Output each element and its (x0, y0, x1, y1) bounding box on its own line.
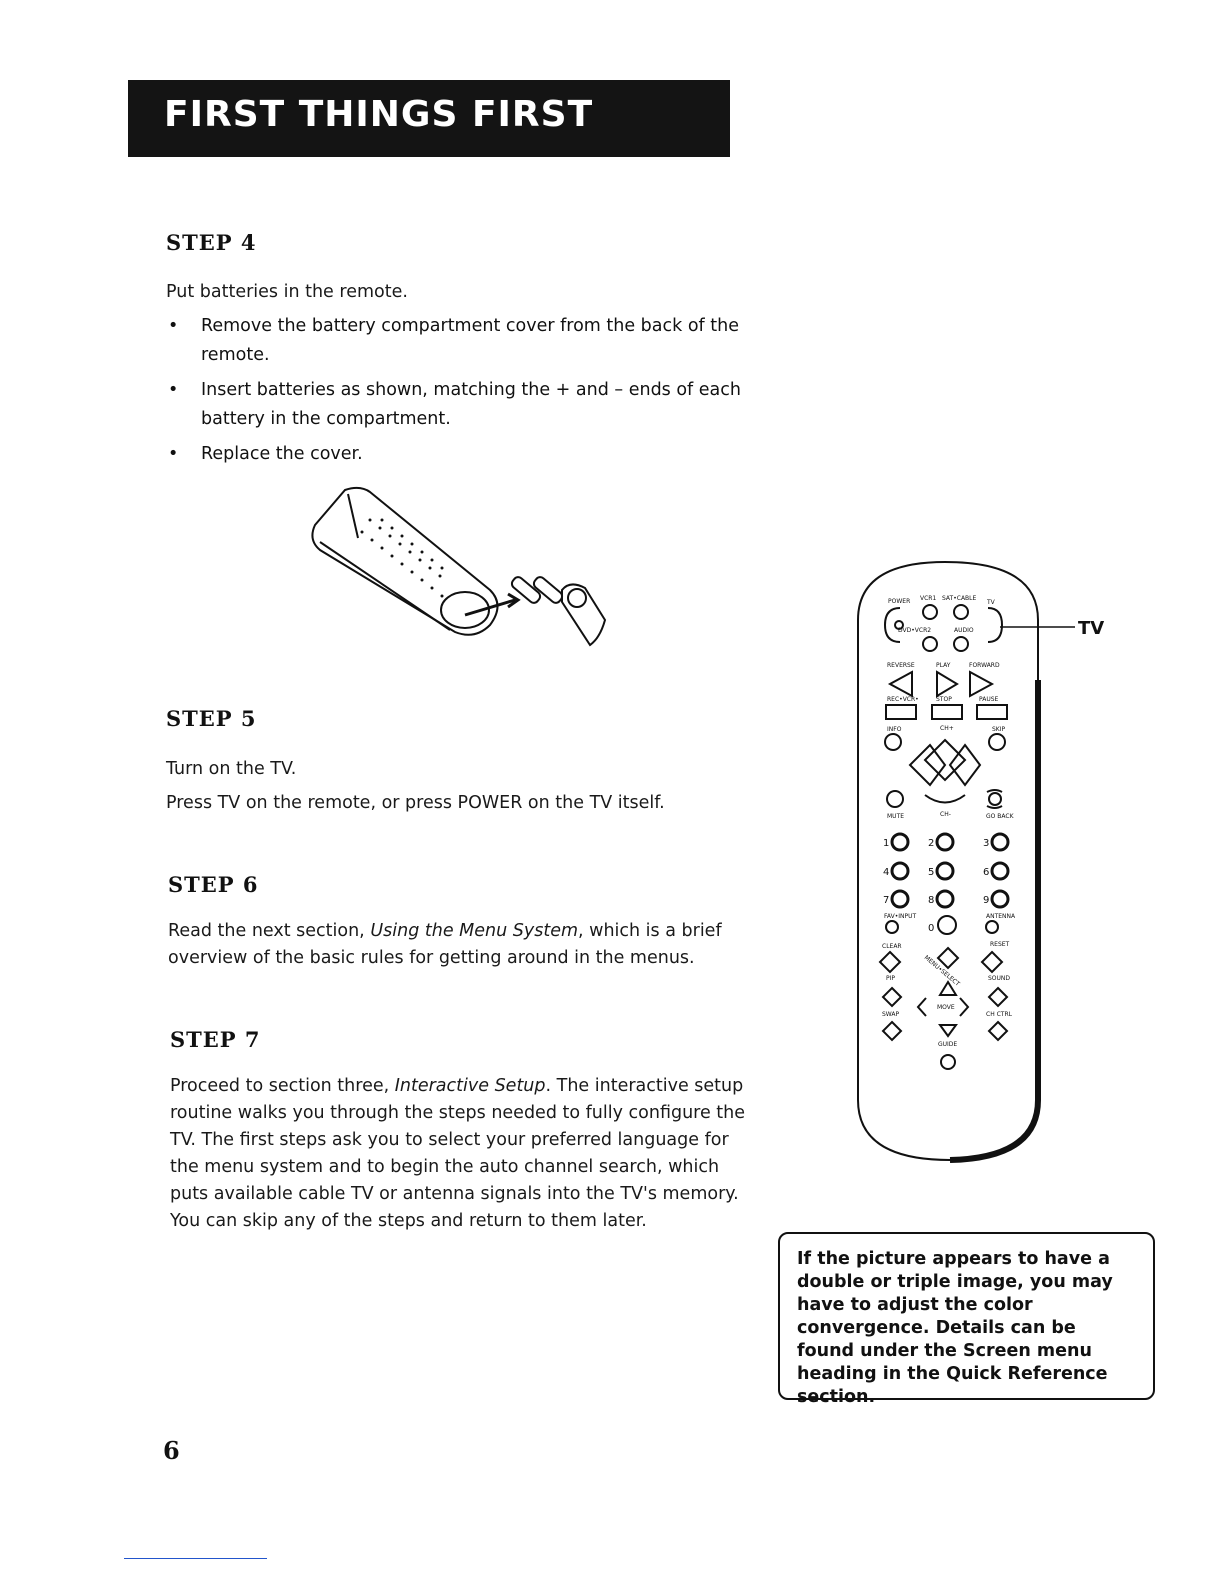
step-5-line-2: Press TV on the remote, or press POWER on the TV itself. (166, 793, 665, 813)
rec-label: REC•VCR• (887, 696, 919, 703)
digit-3-label: 3 (983, 838, 990, 849)
move-label: MOVE (937, 1004, 955, 1011)
pause-label: PAUSE (979, 696, 999, 703)
digit-6-label: 6 (983, 867, 990, 878)
power-label: POWER (888, 598, 911, 605)
step-6-heading: STEP 6 (168, 872, 259, 897)
tv-callout-label: TV (1078, 618, 1105, 639)
info-label: INFO (887, 726, 902, 733)
step-4-intro: Put batteries in the remote. (166, 282, 408, 302)
step-4-bullet-list (166, 312, 746, 475)
satcable-label: SAT•CABLE (942, 595, 977, 602)
play-label: PLAY (936, 662, 951, 669)
ch-ctrl-label: CH CTRL (986, 1011, 1012, 1018)
digit-1-label: 1 (883, 838, 890, 849)
remote-control-illustration (850, 560, 1110, 1170)
digit-7-label: 7 (883, 895, 890, 906)
step-4-bullet: • Insert batteries as shown, matching the + and – ends of each battery in the compartment. (166, 376, 746, 434)
step-7-text: Proceed to section three, Interactive Setup. The interactive setup routine walks you through the steps needed to fully configure the TV. The first steps ask you to select your preferred language for the menu system and to begin the auto channel search, which puts available cable TV or antenna signals into the TV's memory. You can skip any of the steps and return to them later. (170, 1076, 746, 1231)
digit-8-label: 8 (928, 895, 935, 906)
pip-label: PIP (886, 975, 896, 982)
clear-label: CLEAR (882, 943, 902, 950)
digit-4-label: 4 (883, 867, 890, 878)
step-4-heading: STEP 4 (166, 230, 257, 255)
page-number: 6 (163, 1436, 180, 1465)
ch-down-label: CH- (940, 811, 951, 818)
antenna-label: ANTENNA (986, 913, 1016, 920)
digit-9-label: 9 (983, 895, 990, 906)
go-back-label: GO BACK (986, 813, 1014, 820)
battery-install-illustration (300, 480, 620, 660)
forward-label: FORWARD (969, 662, 1000, 669)
footer-rule (124, 1558, 267, 1559)
tv-mode-label: TV (987, 599, 995, 606)
vcr1-label: VCR1 (920, 595, 937, 602)
reverse-label: REVERSE (887, 662, 915, 669)
reset-label: RESET (990, 941, 1010, 948)
step-6-text: Read the next section, Using the Menu System, which is a brief overview of the basic rules for getting around in the menus. (168, 921, 722, 968)
convergence-note: If the picture appears to have a double or triple image, you may have to adjust the color convergence. Details can be found under the Screen menu heading in the Quick Reference section. (778, 1232, 1155, 1400)
mute-label: MUTE (887, 813, 905, 820)
digit-0-label: 0 (928, 923, 935, 934)
menu-system-reference: Using the Menu System (370, 921, 579, 941)
interactive-setup-reference: Interactive Setup (394, 1076, 546, 1096)
step-5-heading: STEP 5 (166, 706, 257, 731)
section-title: FIRST THINGS FIRST (164, 94, 594, 135)
digit-5-label: 5 (928, 867, 935, 878)
digit-2-label: 2 (928, 838, 935, 849)
menu-select-label: MENU•SELECT (922, 954, 961, 988)
step-7-heading: STEP 7 (170, 1027, 261, 1052)
fav-input-label: FAV•INPUT (884, 913, 917, 920)
skip-label: SKIP (992, 726, 1006, 733)
step-4-bullet: • Replace the cover. (166, 440, 746, 469)
step-4-bullet: • Remove the battery compartment cover from the back of the remote. (166, 312, 746, 370)
ch-up-label: CH+ (940, 725, 954, 732)
section-banner (128, 80, 730, 157)
guide-label: GUIDE (938, 1041, 958, 1048)
step-5-line-1: Turn on the TV. (166, 759, 297, 779)
stop-label: STOP (936, 696, 952, 703)
swap-label: SWAP (882, 1011, 900, 1018)
audio-label: AUDIO (954, 627, 974, 634)
sound-label: SOUND (988, 975, 1011, 982)
dvd-label: DVD•VCR2 (898, 627, 932, 634)
